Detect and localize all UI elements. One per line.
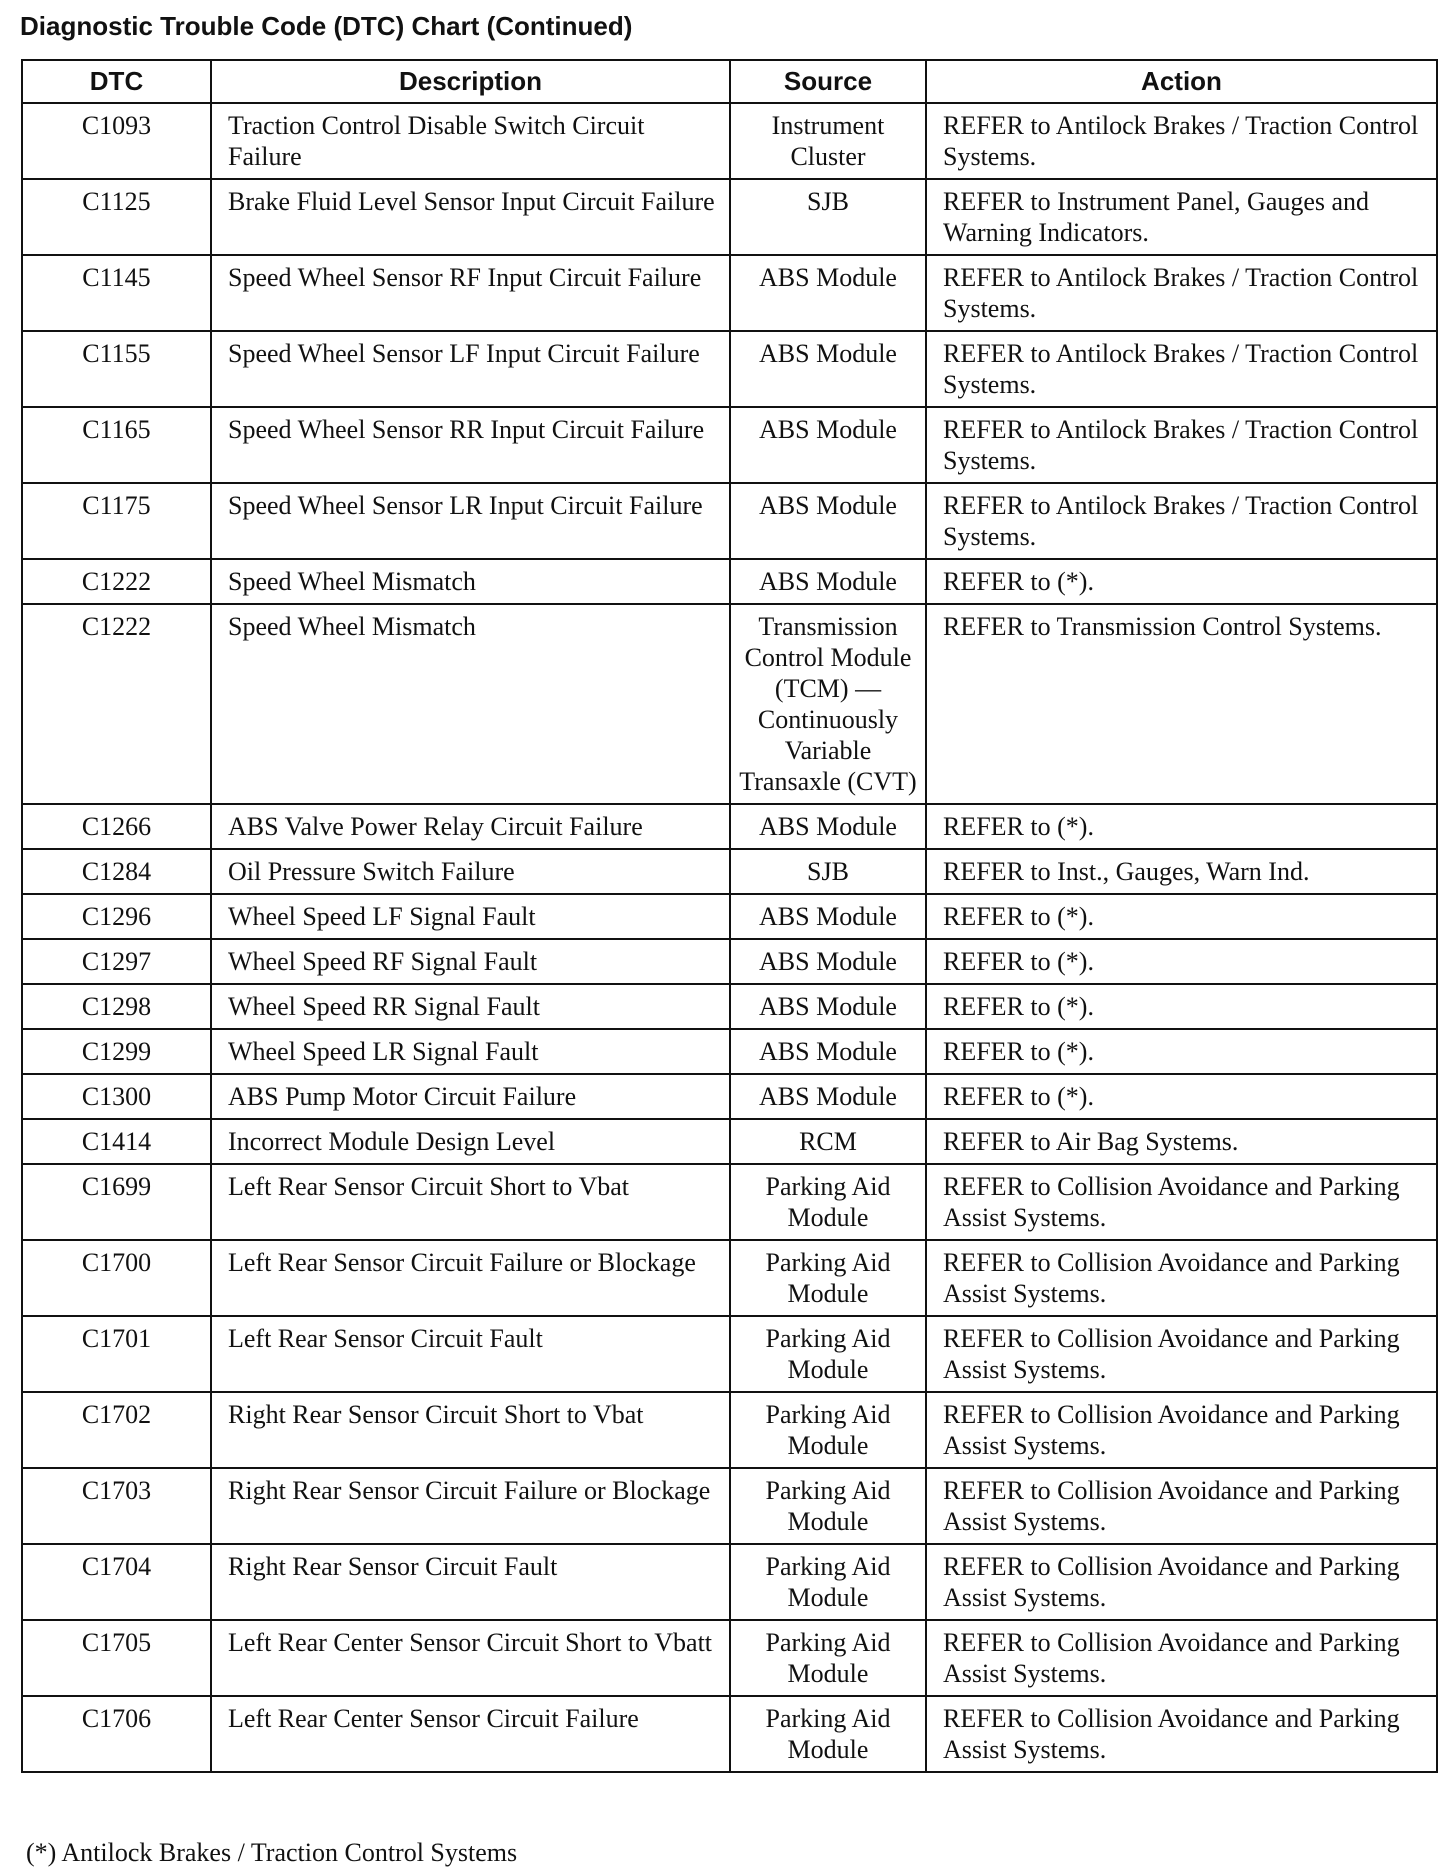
source-cell: Parking Aid Module — [730, 1544, 926, 1620]
action-cell: REFER to Collision Avoidance and Parking Assist Systems. — [926, 1240, 1437, 1316]
table-header-row — [22, 60, 1437, 103]
source-cell: Parking Aid Module — [730, 1696, 926, 1772]
source-cell: Parking Aid Module — [730, 1468, 926, 1544]
action-cell: REFER to (*). — [926, 894, 1437, 939]
action-cell: REFER to Collision Avoidance and Parking Assist Systems. — [926, 1696, 1437, 1772]
dtc-code-cell: C1299 — [22, 1029, 211, 1074]
table-row — [22, 984, 1437, 1029]
dtc-code-cell: C1145 — [22, 255, 211, 331]
dtc-code-cell: C1298 — [22, 984, 211, 1029]
table-row — [22, 103, 1437, 179]
dtc-code-cell: C1702 — [22, 1392, 211, 1468]
dtc-code-cell: C1155 — [22, 331, 211, 407]
description-cell: Wheel Speed RR Signal Fault — [211, 984, 730, 1029]
action-cell: REFER to Instrument Panel, Gauges and Warning Indicators. — [926, 179, 1437, 255]
description-cell: Speed Wheel Sensor RF Input Circuit Failure — [211, 255, 730, 331]
table-row — [22, 1544, 1437, 1620]
table-row — [22, 1164, 1437, 1240]
description-cell: Incorrect Module Design Level — [211, 1119, 730, 1164]
description-cell: Right Rear Sensor Circuit Fault — [211, 1544, 730, 1620]
dtc-code-cell: C1093 — [22, 103, 211, 179]
action-cell: REFER to (*). — [926, 559, 1437, 604]
page-title: Diagnostic Trouble Code (DTC) Chart (Continued) — [20, 11, 633, 41]
action-cell: REFER to Inst., Gauges, Warn Ind. — [926, 849, 1437, 894]
action-cell: REFER to (*). — [926, 1074, 1437, 1119]
action-cell: REFER to Collision Avoidance and Parking Assist Systems. — [926, 1164, 1437, 1240]
action-cell: REFER to Transmission Control Systems. — [926, 604, 1437, 804]
table-row — [22, 407, 1437, 483]
table-row — [22, 939, 1437, 984]
description-cell: Wheel Speed LR Signal Fault — [211, 1029, 730, 1074]
dtc-code-cell: C1284 — [22, 849, 211, 894]
description-cell: ABS Valve Power Relay Circuit Failure — [211, 804, 730, 849]
dtc-code-cell: C1125 — [22, 179, 211, 255]
table-row — [22, 179, 1437, 255]
action-cell: REFER to Collision Avoidance and Parking Assist Systems. — [926, 1392, 1437, 1468]
column-header-source: Source — [730, 60, 926, 103]
footnote: (*) Antilock Brakes / Traction Control Systems — [26, 1838, 518, 1867]
source-cell: Parking Aid Module — [730, 1620, 926, 1696]
description-cell: Wheel Speed RF Signal Fault — [211, 939, 730, 984]
dtc-code-cell: C1414 — [22, 1119, 211, 1164]
source-cell: ABS Module — [730, 1074, 926, 1119]
dtc-code-cell: C1175 — [22, 483, 211, 559]
dtc-code-cell: C1165 — [22, 407, 211, 483]
action-cell: REFER to (*). — [926, 1029, 1437, 1074]
description-cell: Right Rear Sensor Circuit Failure or Blockage — [211, 1468, 730, 1544]
action-cell: REFER to Collision Avoidance and Parking Assist Systems. — [926, 1544, 1437, 1620]
source-cell: Parking Aid Module — [730, 1164, 926, 1240]
action-cell: REFER to Antilock Brakes / Traction Control Systems. — [926, 483, 1437, 559]
description-cell: Speed Wheel Sensor LR Input Circuit Failure — [211, 483, 730, 559]
dtc-code-cell: C1703 — [22, 1468, 211, 1544]
action-cell: REFER to Antilock Brakes / Traction Control Systems. — [926, 407, 1437, 483]
action-cell: REFER to Collision Avoidance and Parking Assist Systems. — [926, 1316, 1437, 1392]
source-cell: Parking Aid Module — [730, 1316, 926, 1392]
description-cell: Left Rear Center Sensor Circuit Short to Vbatt — [211, 1620, 730, 1696]
source-cell: ABS Module — [730, 804, 926, 849]
source-cell: ABS Module — [730, 483, 926, 559]
table-row — [22, 1316, 1437, 1392]
source-cell: ABS Module — [730, 559, 926, 604]
action-cell: REFER to Antilock Brakes / Traction Control Systems. — [926, 103, 1437, 179]
dtc-code-cell: C1300 — [22, 1074, 211, 1119]
description-cell: Left Rear Center Sensor Circuit Failure — [211, 1696, 730, 1772]
dtc-code-cell: C1705 — [22, 1620, 211, 1696]
dtc-code-cell: C1701 — [22, 1316, 211, 1392]
dtc-code-cell: C1296 — [22, 894, 211, 939]
description-cell: Speed Wheel Sensor RR Input Circuit Failure — [211, 407, 730, 483]
source-cell: ABS Module — [730, 1029, 926, 1074]
description-cell: Speed Wheel Mismatch — [211, 559, 730, 604]
table-row — [22, 255, 1437, 331]
column-header-action: Action — [926, 60, 1437, 103]
source-cell: Parking Aid Module — [730, 1240, 926, 1316]
source-cell: ABS Module — [730, 894, 926, 939]
table-row — [22, 894, 1437, 939]
dtc-code-cell: C1266 — [22, 804, 211, 849]
table-row — [22, 1468, 1437, 1544]
action-cell: REFER to Air Bag Systems. — [926, 1119, 1437, 1164]
action-cell: REFER to Antilock Brakes / Traction Control Systems. — [926, 255, 1437, 331]
source-cell: ABS Module — [730, 984, 926, 1029]
table-row — [22, 1392, 1437, 1468]
dtc-code-cell: C1222 — [22, 559, 211, 604]
action-cell: REFER to Antilock Brakes / Traction Control Systems. — [926, 331, 1437, 407]
description-cell: Oil Pressure Switch Failure — [211, 849, 730, 894]
description-cell: Right Rear Sensor Circuit Short to Vbat — [211, 1392, 730, 1468]
source-cell: ABS Module — [730, 255, 926, 331]
action-cell: REFER to Collision Avoidance and Parking Assist Systems. — [926, 1620, 1437, 1696]
column-header-description: Description — [211, 60, 730, 103]
table-row — [22, 483, 1437, 559]
dtc-code-cell: C1297 — [22, 939, 211, 984]
source-cell: Instrument Cluster — [730, 103, 926, 179]
description-cell: Brake Fluid Level Sensor Input Circuit Failure — [211, 179, 730, 255]
description-cell: Left Rear Sensor Circuit Short to Vbat — [211, 1164, 730, 1240]
table-row — [22, 1240, 1437, 1316]
description-cell: Wheel Speed LF Signal Fault — [211, 894, 730, 939]
description-cell: Traction Control Disable Switch Circuit Failure — [211, 103, 730, 179]
table-row — [22, 559, 1437, 604]
table-row — [22, 1620, 1437, 1696]
source-cell: ABS Module — [730, 939, 926, 984]
dtc-table — [21, 59, 1438, 1773]
action-cell: REFER to Collision Avoidance and Parking Assist Systems. — [926, 1468, 1437, 1544]
table-row — [22, 1029, 1437, 1074]
dtc-code-cell: C1704 — [22, 1544, 211, 1620]
source-cell: SJB — [730, 849, 926, 894]
table-row — [22, 1119, 1437, 1164]
description-cell: Speed Wheel Mismatch — [211, 604, 730, 804]
dtc-code-cell: C1222 — [22, 604, 211, 804]
table-row — [22, 604, 1437, 804]
description-cell: ABS Pump Motor Circuit Failure — [211, 1074, 730, 1119]
description-cell: Left Rear Sensor Circuit Failure or Blockage — [211, 1240, 730, 1316]
source-cell: ABS Module — [730, 407, 926, 483]
source-cell: Transmission Control Module (TCM) — Continuously Variable Transaxle (CVT) — [730, 604, 926, 804]
dtc-code-cell: C1700 — [22, 1240, 211, 1316]
dtc-code-cell: C1699 — [22, 1164, 211, 1240]
table-row — [22, 1696, 1437, 1772]
column-header-dtc: DTC — [22, 60, 211, 103]
table-body — [22, 103, 1437, 1772]
source-cell: Parking Aid Module — [730, 1392, 926, 1468]
source-cell: SJB — [730, 179, 926, 255]
source-cell: ABS Module — [730, 331, 926, 407]
description-cell: Left Rear Sensor Circuit Fault — [211, 1316, 730, 1392]
table-row — [22, 331, 1437, 407]
source-cell: RCM — [730, 1119, 926, 1164]
dtc-code-cell: C1706 — [22, 1696, 211, 1772]
table-row — [22, 1074, 1437, 1119]
action-cell: REFER to (*). — [926, 804, 1437, 849]
action-cell: REFER to (*). — [926, 939, 1437, 984]
description-cell: Speed Wheel Sensor LF Input Circuit Failure — [211, 331, 730, 407]
action-cell: REFER to (*). — [926, 984, 1437, 1029]
table-row — [22, 804, 1437, 849]
table-row — [22, 849, 1437, 894]
